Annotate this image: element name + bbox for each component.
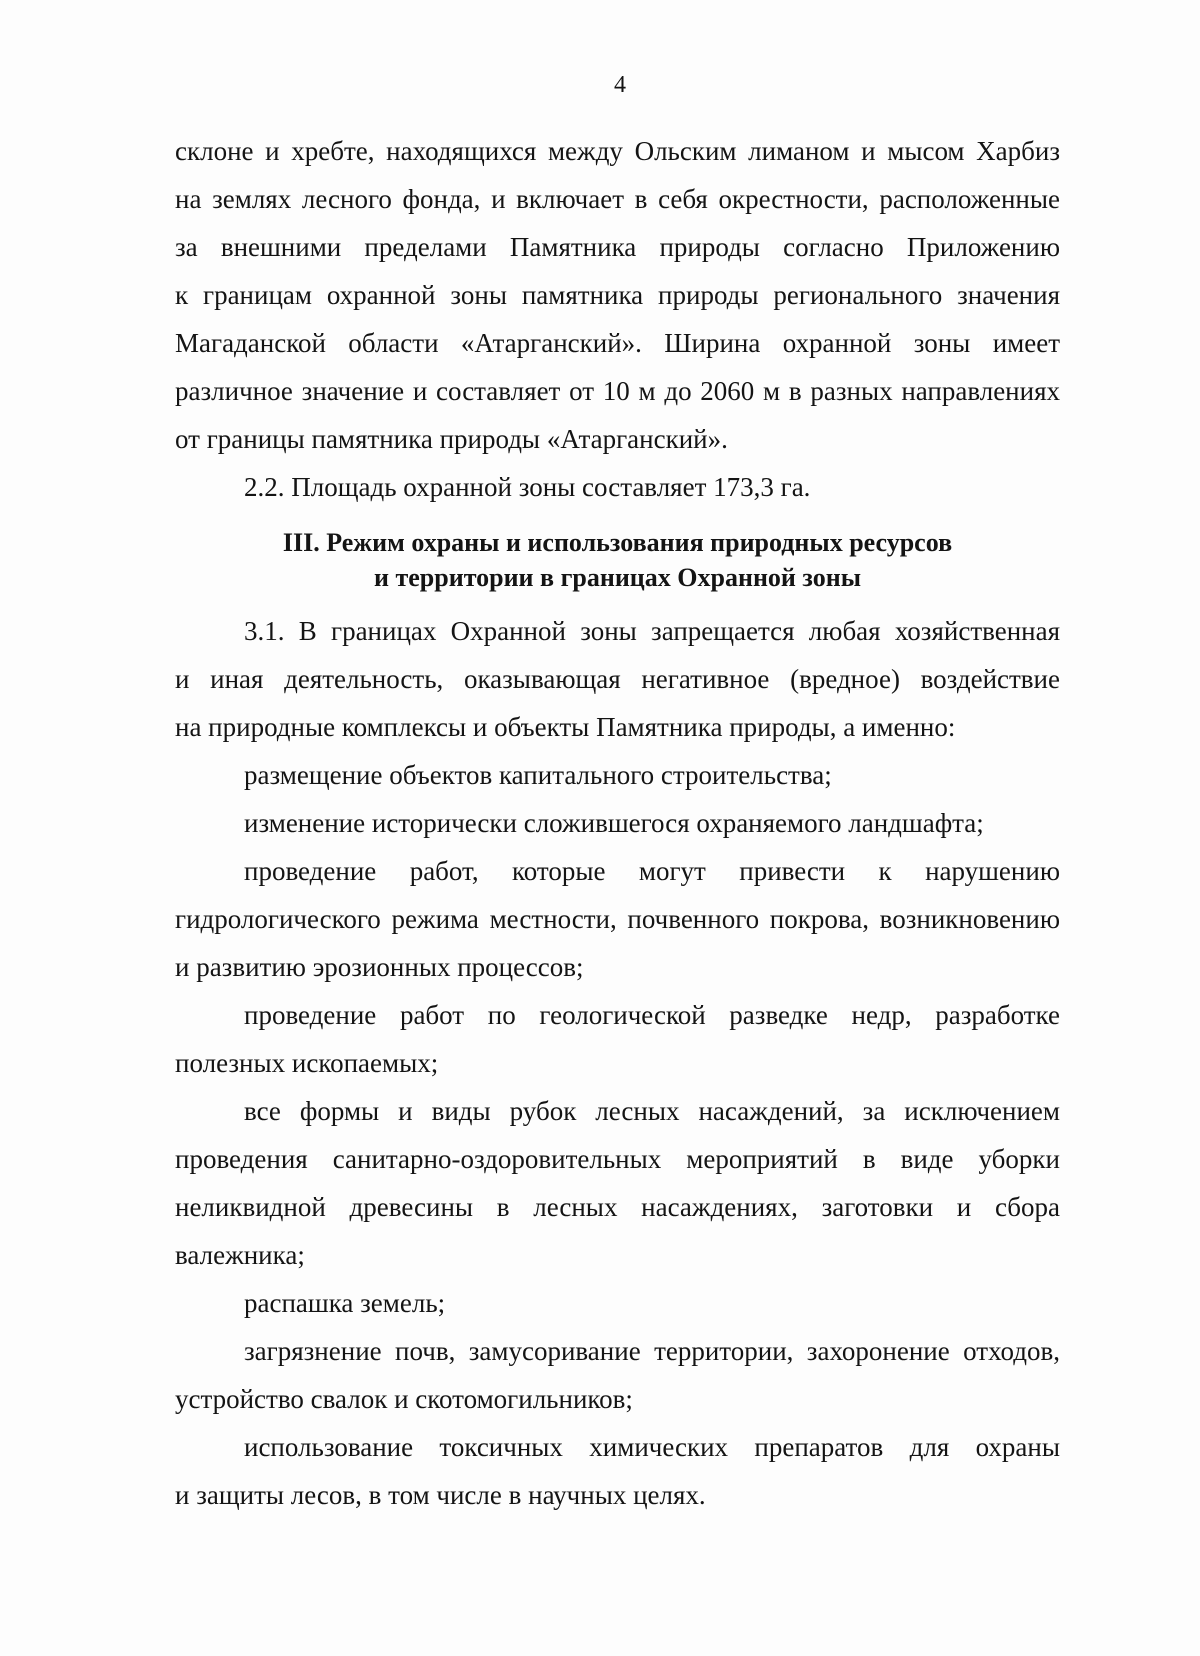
document-body (175, 127, 1060, 1519)
text-line: загрязнение почв, замусоривание территории, захоронение отходов, (244, 1336, 1060, 1366)
text-line: на природные комплексы и объекты Памятника природы, а именно: (175, 712, 956, 742)
page-number: 4 (614, 72, 626, 98)
list-item (175, 1279, 1060, 1327)
text-line: различное значение и составляет от 10 м до 2060 м в разных направлениях (175, 376, 1060, 406)
text-line: и развитию эрозионных процессов; (175, 952, 584, 982)
text-line: проведение работ, которые могут привести к нарушению (244, 856, 1060, 886)
list-item (175, 1087, 1060, 1279)
text-line: проведения санитарно-оздоровительных мероприятий в виде уборки (175, 1144, 1060, 1174)
section-heading-line: и территории в границах Охранной зоны (374, 563, 861, 592)
text-line: проведение работ по геологической разведке недр, разработке (244, 1000, 1060, 1030)
text-line: от границы памятника природы «Атарганский». (175, 424, 728, 454)
paragraph-area (175, 463, 1060, 511)
text-line: гидрологического режима местности, почвенного покрова, возникновению (175, 904, 1060, 934)
text-line: к границам охранной зоны памятника природы регионального значения (175, 280, 1060, 310)
paragraph-boundary-description (175, 127, 1060, 463)
paragraph-prohibitions (175, 607, 1060, 751)
text-line: склоне и хребте, находящихся между Ольским лиманом и мысом Харбиз (175, 136, 1060, 166)
section-heading (175, 525, 1060, 595)
text-line: и защиты лесов, в том числе в научных целях. (175, 1480, 706, 1510)
text-line: за внешними пределами Памятника природы согласно Приложению (175, 232, 1060, 262)
text-line: и иная деятельность, оказывающая негативное (вредное) воздействие (175, 664, 1060, 694)
text-line: Магаданской области «Атарганский». Ширина охранной зоны имеет (175, 328, 1060, 358)
text-line: неликвидной древесины в лесных насаждениях, заготовки и сбора (175, 1192, 1060, 1222)
text-line: распашка земель; (244, 1288, 446, 1318)
text-line: использование токсичных химических препаратов для охраны (244, 1432, 1060, 1462)
section-heading-line: III. Режим охраны и использования природных ресурсов (282, 528, 953, 557)
text-line: размещение объектов капитального строительства; (244, 760, 832, 790)
text-line: устройство свалок и скотомогильников; (175, 1384, 633, 1414)
text-line: все формы и виды рубок лесных насаждений, за исключением (244, 1096, 1060, 1126)
text-line: на землях лесного фонда, и включает в себя окрестности, расположенные (175, 184, 1060, 214)
list-item (175, 991, 1060, 1087)
text-line: изменение исторически сложившегося охраняемого ландшафта; (244, 808, 984, 838)
text-line: 2.2. Площадь охранной зоны составляет 173,3 га. (244, 472, 811, 502)
list-item (175, 1423, 1060, 1519)
text-line: валежника; (175, 1240, 305, 1270)
text-line: полезных ископаемых; (175, 1048, 439, 1078)
list-item (175, 847, 1060, 991)
text-line: 3.1. В границах Охранной зоны запрещается любая хозяйственная (244, 616, 1060, 646)
list-item (175, 799, 1060, 847)
list-item (175, 1327, 1060, 1423)
list-item (175, 751, 1060, 799)
